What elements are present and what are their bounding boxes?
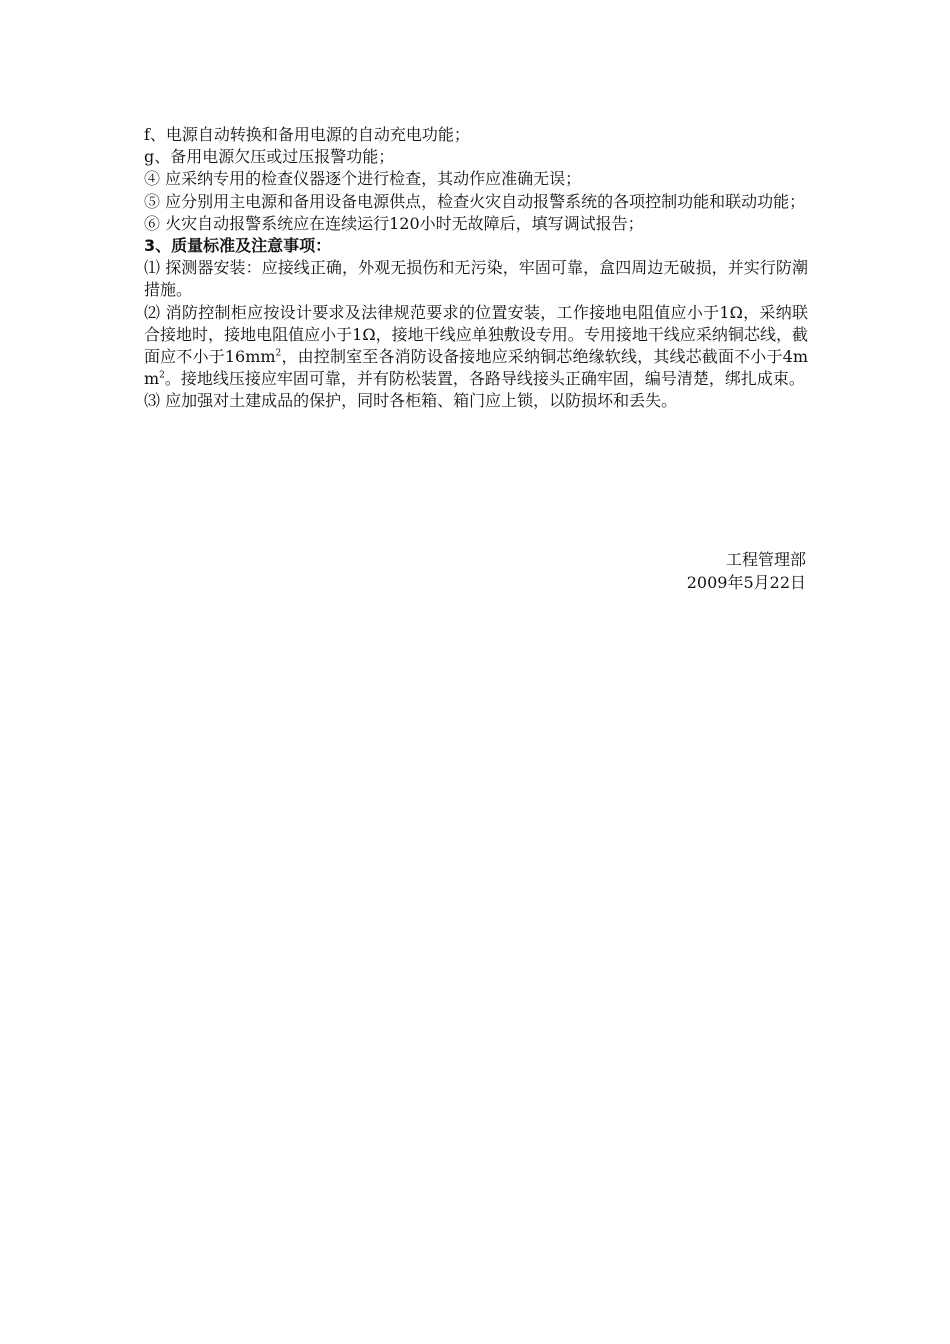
paragraph-item-f: f、电源自动转换和备用电源的自动充电功能； (144, 125, 470, 144)
department-name: 工程管理部 (725, 550, 806, 569)
area-unit-superscript-2: 2 (159, 370, 165, 381)
document-date: 2009年5月22日 (686, 572, 806, 592)
section-heading: 3、质量标准及注意事项： (144, 236, 332, 256)
quality-item-2-text-c: ，由控制室至各消防设备接地应采纳铜芯绝缘软线，其线芯截面不小于4 (281, 347, 793, 367)
area-unit-superscript-1: 2 (275, 348, 282, 359)
quality-item-2-text-d: 。接地线压接应牢固可靠，并有防松装置，各路导线接头正确牢固，编号清楚，绑扎成束。 (164, 369, 805, 389)
quality-item-2 (144, 302, 808, 391)
paragraph-item-g: g、备用电源欠压或过压报警功能； (144, 147, 395, 167)
quality-item-3: ⑶ 应加强对土建成品的保护，同时各柜箱、箱门应上锁，以防损坏和丢失。 (144, 391, 678, 411)
paragraph-item-5: ⑤ 应分别用主电源和备用设备电源供点，检查火灾自动报警系统的各项控制功能和联动功能； (144, 191, 806, 211)
area-unit-2: mm (144, 347, 808, 389)
quality-item-1: ⑴ 探测器安装：应接线正确，外观无损伤和无污染，牢固可靠，盒四周边无破损，并实行防潮措施。 (144, 258, 808, 300)
area-unit-1: mm (245, 347, 276, 367)
paragraph-item-4: ④ 应采纳专用的检查仪器逐个进行检查，其动作应准确无误； (144, 169, 582, 189)
quality-item-2-text-b: 专用接地干线应采纳铜芯线，截面应不小于16 (144, 324, 808, 367)
document-body (144, 124, 808, 413)
quality-item-2-text-a: ⑵ 消防控制柜应按设计要求及法律规范要求的位置安装，工作接地电阻值应小于1Ω，采纳联合接地时，接地电阻值应小于1Ω，接地干线应单独敷设专用。 (144, 302, 808, 344)
signature-block (687, 549, 806, 594)
paragraph-item-6: ⑥ 火灾自动报警系统应在连续运行120小时无故障后，填写调试报告； (144, 213, 644, 233)
